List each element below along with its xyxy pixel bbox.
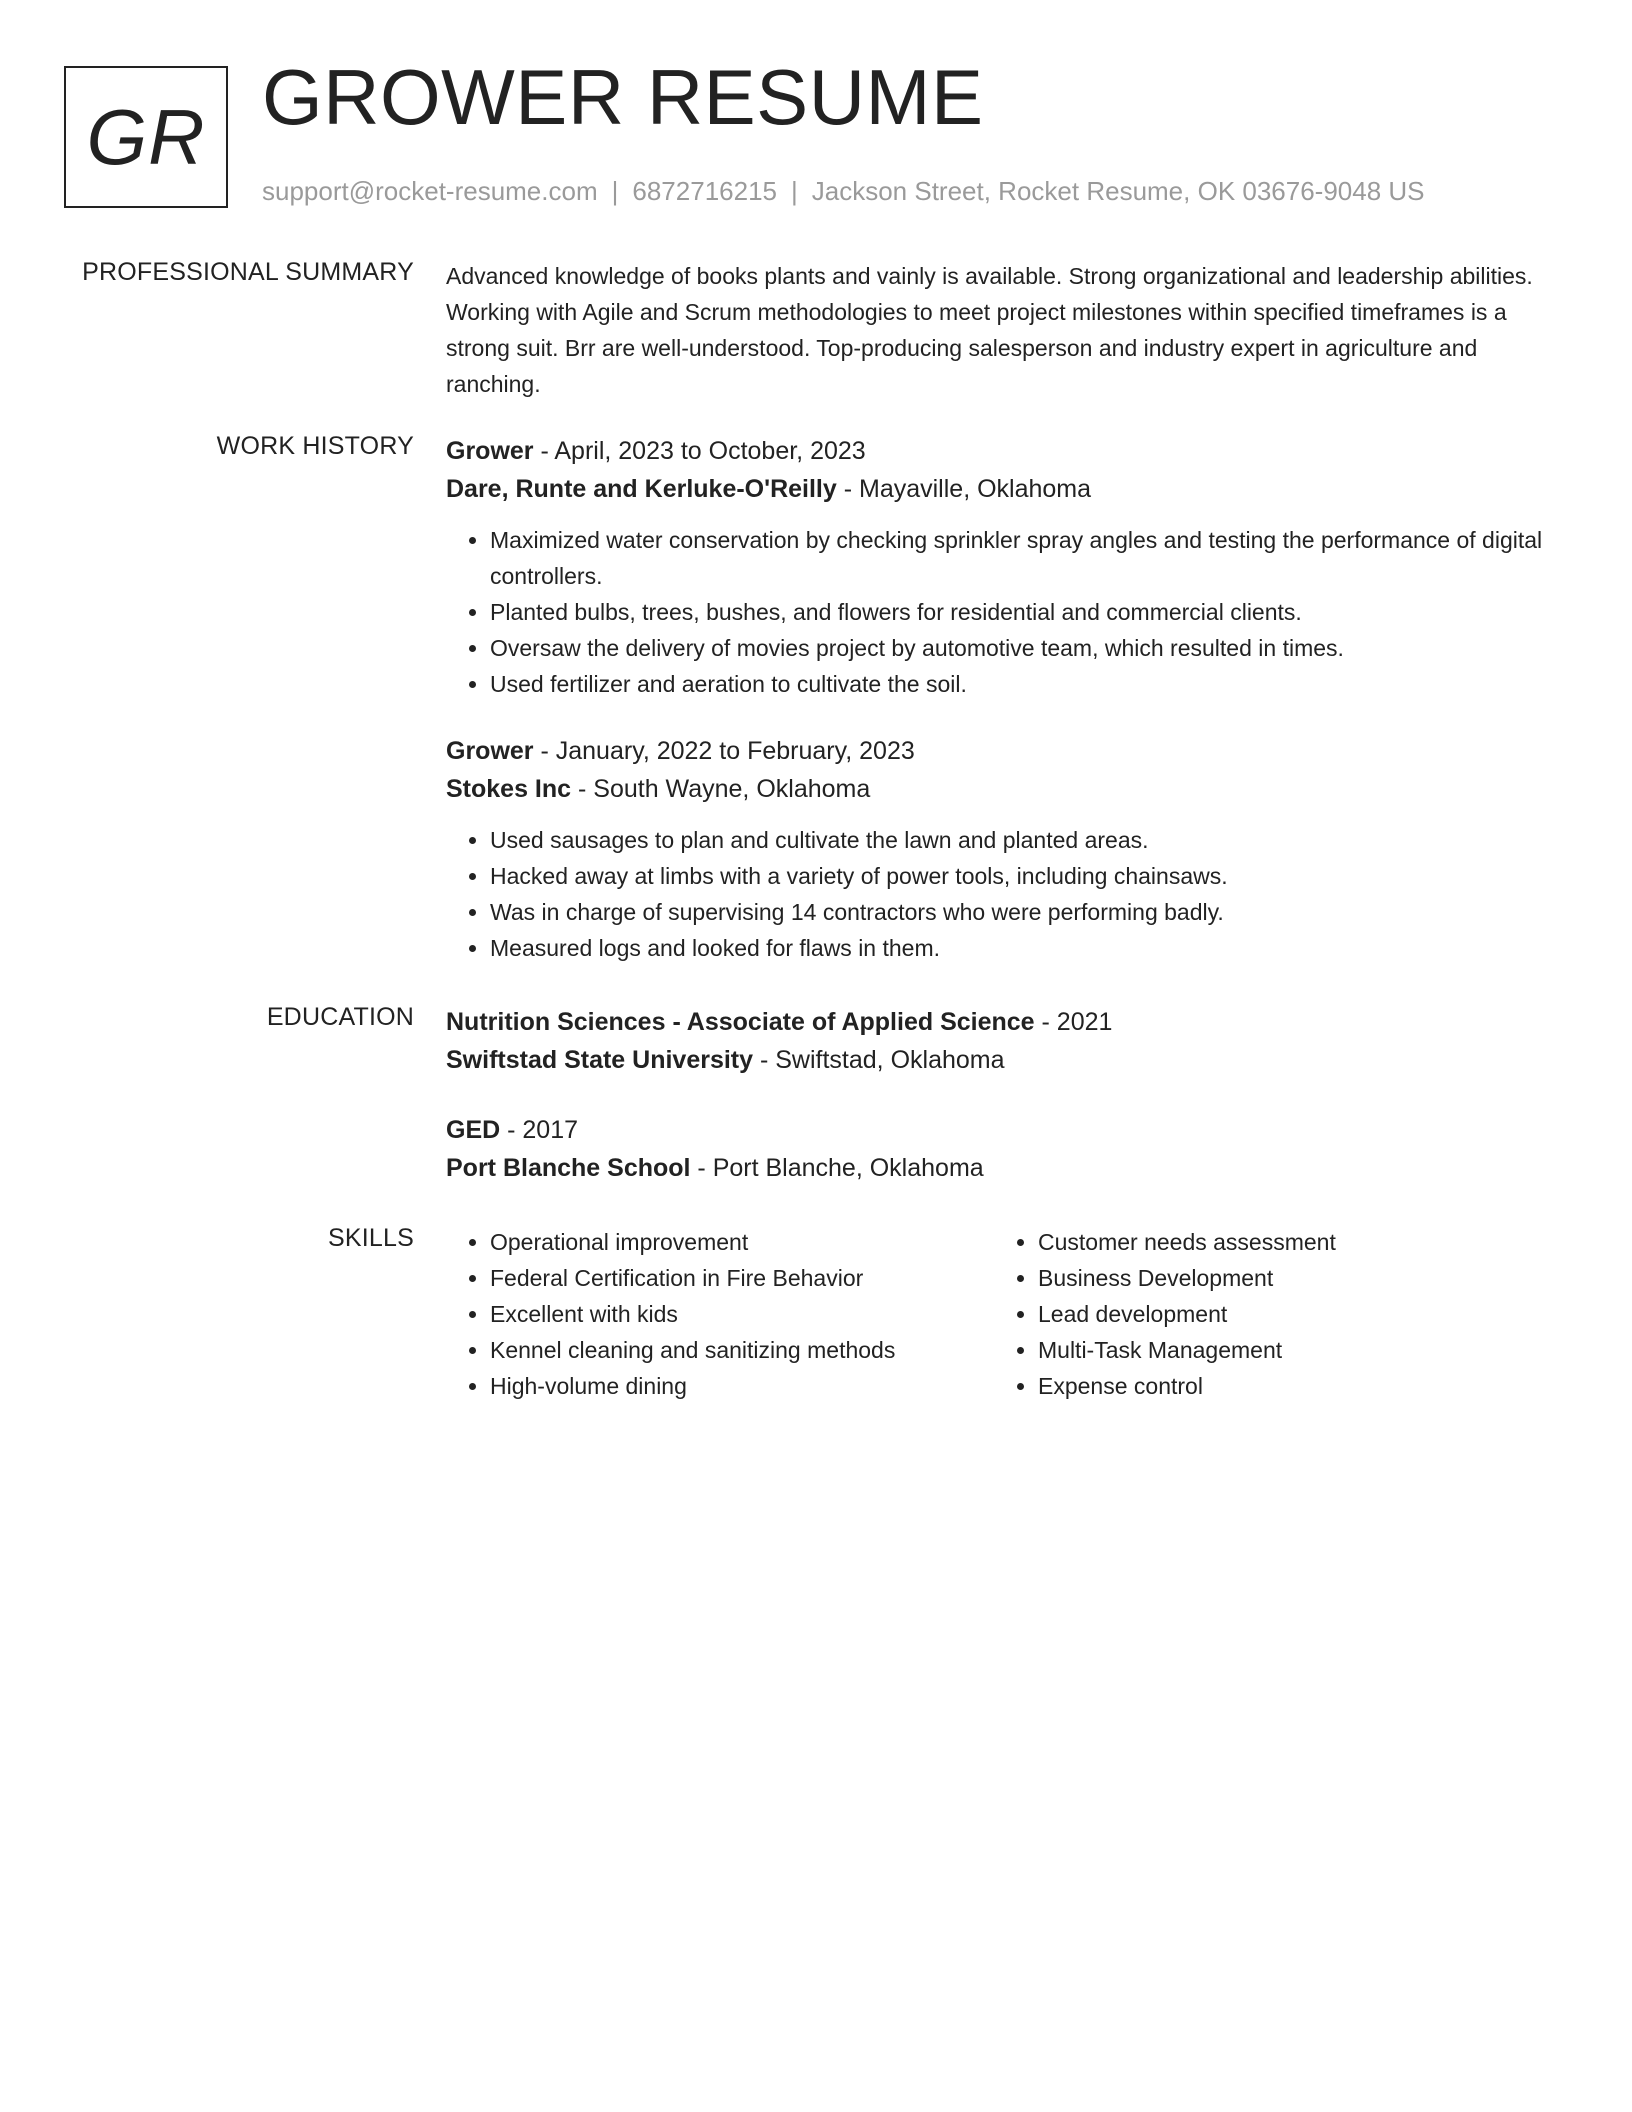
resume-name: GROWER RESUME [262,53,984,141]
job-bullet: • Used sausages to plan and cultivate the lawn and planted areas. [490,822,1566,858]
job-company: Dare, Runte and Kerluke-O'Reilly [446,475,837,503]
education-school-line [446,1041,1566,1079]
job-location: - South Wayne, Oklahoma [571,775,871,803]
skills-column-left [446,1224,994,1404]
job-entry [446,732,1566,966]
skills-body [446,1224,1566,1404]
education-school-line [446,1149,1566,1187]
education-degree: Nutrition Sciences - Associate of Applied Science [446,1008,1035,1036]
contact-separator: | [791,176,798,206]
skill-item: • Lead development [1038,1296,1542,1332]
job-entry [446,432,1566,702]
skills-column-right [994,1224,1542,1404]
education-degree-line [446,1111,1566,1149]
work-label: WORK HISTORY [216,432,414,460]
summary-text: Advanced knowledge of books plants and vainly is available. Strong organizational and leadership abilities. Working with Agile and Scrum methodologies to meet project milestones within specified timeframes is a strong suit. Brr are well-understood. Top-producing salesperson and industry expert in agriculture and ranching. [446,263,1533,397]
job-dates: - January, 2022 to February, 2023 [533,737,915,765]
skills-list [994,1224,1542,1404]
job-bullets [446,522,1566,702]
job-bullet: • Planted bulbs, trees, bushes, and flowers for residential and commercial clients. [490,594,1566,630]
monogram-initials: GR [86,92,206,181]
job-title: Grower [446,737,534,765]
education-school: Swiftstad State University [446,1046,754,1074]
skill-item: • Customer needs assessment [1038,1224,1542,1260]
education-location: - Port Blanche, Oklahoma [690,1154,984,1182]
job-bullets [446,822,1566,966]
job-title-line [446,732,1566,770]
skill-item: • Kennel cleaning and sanitizing methods [490,1332,994,1368]
skills-columns [446,1224,1566,1404]
monogram-box [64,66,228,208]
skills-list [446,1224,994,1404]
education-body [446,1003,1566,1187]
skill-item: • Multi-Task Management [1038,1332,1542,1368]
skill-item: • Business Development [1038,1260,1542,1296]
job-dates: - April, 2023 to October, 2023 [533,437,866,465]
contact-email: support@rocket-resume.com [262,176,598,206]
job-bullet: • Hacked away at limbs with a variety of power tools, including chainsaws. [490,858,1566,894]
job-bullet: • Measured logs and looked for flaws in them. [490,930,1566,966]
contact-address: Jackson Street, Rocket Resume, OK 03676-9048 US [811,176,1425,206]
skills-label: SKILLS [328,1224,414,1252]
skill-item: • Federal Certification in Fire Behavior [490,1260,994,1296]
job-location: - Mayaville, Oklahoma [836,475,1092,503]
summary-label: PROFESSIONAL SUMMARY [82,258,414,286]
education-location: - Swiftstad, Oklahoma [753,1046,1005,1074]
job-company-line [446,770,1566,808]
contact-phone: 6872716215 [632,176,777,206]
education-degree-line [446,1003,1566,1041]
job-bullet: • Was in charge of supervising 14 contractors who were performing badly. [490,894,1566,930]
job-bullet: • Used fertilizer and aeration to cultivate the soil. [490,666,1566,702]
job-title-line [446,432,1566,470]
education-label: EDUCATION [266,1003,414,1031]
summary-body [446,258,1566,402]
education-entry [446,1003,1566,1079]
education-degree: GED [446,1116,501,1144]
education-school: Port Blanche School [446,1154,691,1182]
job-bullet: • Maximized water conservation by checking sprinkler spray angles and testing the performance of digital controllers. [490,522,1566,594]
skill-item: • Excellent with kids [490,1296,994,1332]
skill-item: • Operational improvement [490,1224,994,1260]
education-entry [446,1111,1566,1187]
skill-item: • Expense control [1038,1368,1542,1404]
work-body [446,432,1566,966]
job-company-line [446,470,1566,508]
job-bullet: • Oversaw the delivery of movies project by automotive team, which resulted in times. [490,630,1566,666]
contact-line [262,176,1425,207]
job-company: Stokes Inc [446,775,572,803]
education-year: - 2017 [500,1116,579,1144]
skill-item: • High-volume dining [490,1368,994,1404]
job-title: Grower [446,437,534,465]
education-year: - 2021 [1034,1008,1113,1036]
contact-separator: | [611,176,619,206]
